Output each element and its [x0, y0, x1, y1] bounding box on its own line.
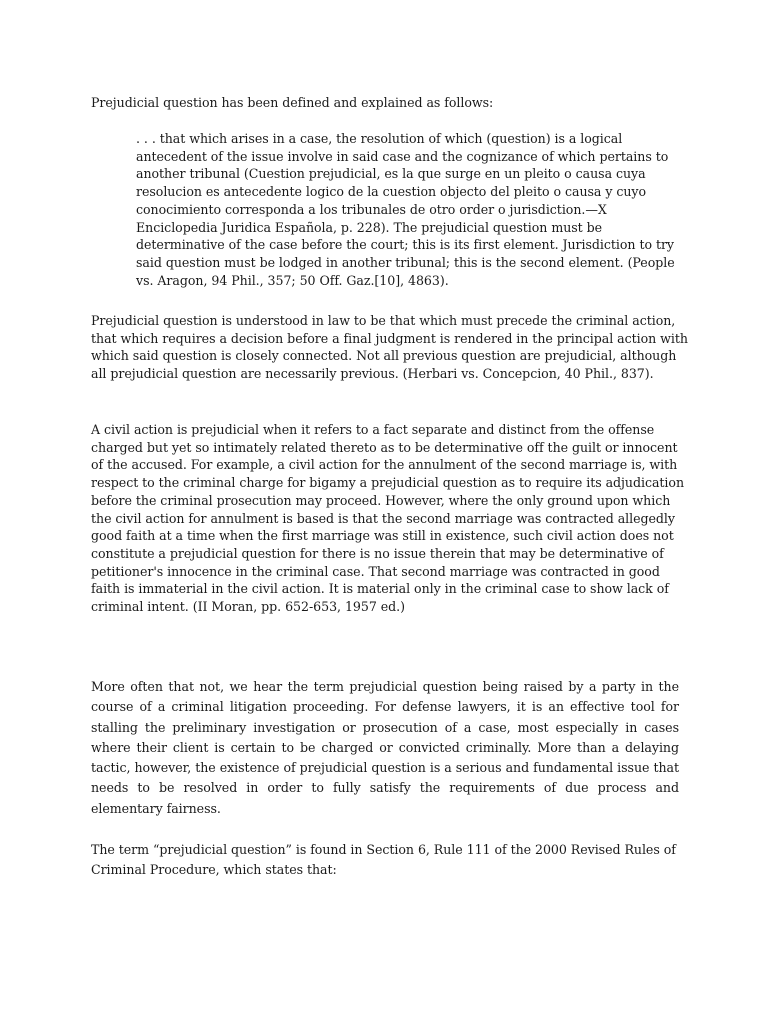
- intro-paragraph: Prejudicial question has been defined and explained as follows:: [91, 95, 494, 110]
- paragraph-rule-111: The term “prejudicial question” is found in Section 6, Rule 111 of the 2000 Revised Rules of Criminal Procedure, which states that:: [91, 842, 676, 878]
- paragraph-defense-lawyers: More often that not, we hear the term prejudicial question being raised by a party in the course of a criminal litigation proceeding. For defense lawyers, it is an effective tool for stalling the preliminary investigation or prosecution of a case, most especially in cases where their client is certain to be charged or convicted criminally. More than a delaying tactic, however, the existence of prejudicial question is a serious and fundamental issue that needs to be resolved in order to fully satisfy the requirements of due process and elementary fairness.: [91, 679, 679, 816]
- paragraph-definition: Prejudicial question is understood in law to be that which must precede the criminal action, that which requires a decision before a final judgment is rendered in the principal action with which said question is closely connected. Not all previous question are prejudicial, although all prejudicial question are necessarily previous. (Herbari vs. Concepcion, 40 Phil., 837).: [91, 313, 688, 382]
- paragraph-civil-action: A civil action is prejudicial when it refers to a fact separate and distinct from the offense charged but yet so intimately related thereto as to be determinative off the guilt or innocent of the accused. For example, a civil action for the annulment of the second marriage is, with respect to the criminal charge for bigamy a prejudicial question as to require its adjudication before the criminal prosecution may proceed. However, where the only ground upon which the civil action for annulment is based is that the second marriage was contracted allegedly good faith at a time when the first marriage was still in existence, such civil action does not constitute a prejudicial question for there is no issue therein that may be determinative of petitioner's innocence in the criminal case. That second marriage was contracted in good faith is immaterial in the civil action. It is material only in the criminal case to show lack of criminal intent. (II Moran, pp. 652-653, 1957 ed.): [91, 422, 684, 615]
- block-quote: . . . that which arises in a case, the resolution of which (question) is a logical antecedent of the issue involve in said case and the cognizance of which pertains to another tribunal (Cuestion prejudicial, es la que surge en un pleito o causa cuya resolucion es antecedente logico de la cuestion objecto del pleito o causa y cuyo conocimiento corresponda a los tribunales de otro order o jurisdiction.—X Enciclopedia Juridica Española, p. 228). The prejudicial question must be determinative of the case before the court; this is its first element. Jurisdiction to try said question must be lodged in another tribunal; this is the second element. (People vs. Aragon, 94 Phil., 357; 50 Off. Gaz.[10], 4863).: [136, 131, 675, 288]
